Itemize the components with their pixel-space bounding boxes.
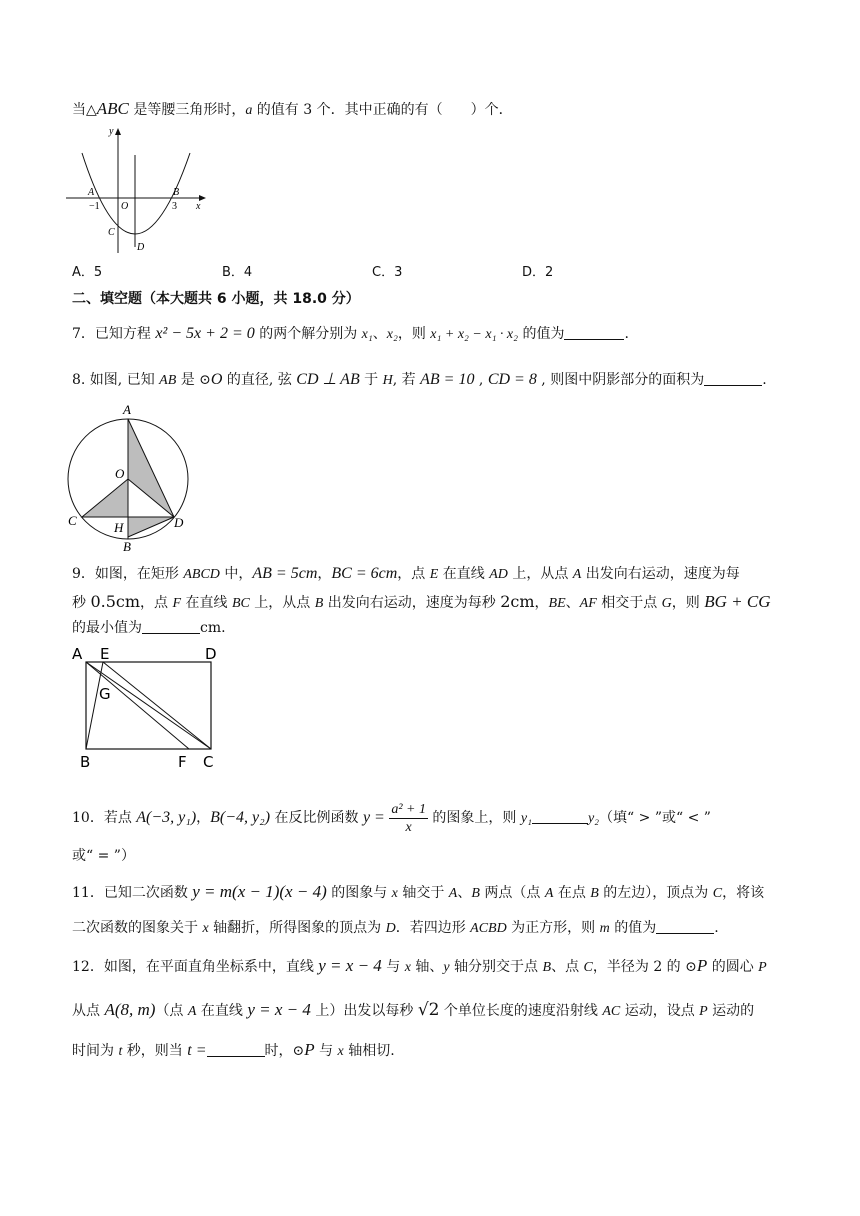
fig8-label-O: O	[115, 466, 125, 481]
q12-t: t	[118, 1044, 123, 1059]
fig8-label-D: D	[174, 515, 184, 530]
q9-text: 在直线	[438, 566, 490, 582]
q6-parabola-figure	[66, 125, 211, 255]
graph-label-y: y	[109, 126, 114, 137]
q9-bc: BC	[231, 596, 250, 611]
q12-A: A	[187, 1004, 197, 1019]
q9-text: 9．如图，在矩形	[72, 566, 184, 582]
q6-text: 是等腰三角形时，	[128, 102, 246, 118]
q7-text: 的值为	[518, 326, 565, 342]
q11-text: 为正方形，则	[506, 920, 600, 936]
q11-answer-blank	[656, 919, 714, 934]
q12-text: 时，⊙	[264, 1043, 305, 1059]
q6-text: 当△	[72, 102, 97, 118]
q11-text: 在点	[553, 885, 591, 901]
q9-v1: 0.5cm	[90, 592, 141, 611]
q9-text: 中，	[219, 566, 253, 582]
q12-t-eq: t =	[187, 1042, 207, 1059]
q10-point-b: B(−4, y₂)	[210, 809, 271, 826]
q7-text: 的两个解分别为	[254, 326, 362, 342]
q12-line-1	[72, 956, 767, 978]
q12-text: 个单位长度的速度沿射线	[439, 1003, 603, 1019]
q10-y: y =	[362, 809, 385, 826]
q7-expression: x₁ + x₂ − x₁ · x₂	[430, 327, 519, 342]
q11-line-1	[72, 882, 764, 904]
q11-A: A	[544, 886, 554, 901]
q11-text: ．若四边形	[395, 920, 471, 936]
q10-point-a: A(−3, y₁)	[136, 809, 197, 826]
q10-y1: y₁	[520, 811, 532, 826]
q8-circle-figure	[62, 400, 197, 555]
q8-line	[72, 370, 767, 391]
q11-acbd: ACBD	[470, 921, 507, 936]
q12-text: 12．如图，在平面直角坐标系中，直线	[72, 959, 319, 975]
q11-text: 的左边），顶点为	[598, 885, 713, 901]
q8-text: , 则图中阴影部分的面积为	[536, 372, 705, 388]
q11-line-2	[72, 918, 719, 939]
fig8-label-A: A	[123, 402, 131, 417]
q8-text: 是 ⊙	[176, 372, 211, 388]
q9-line-2	[72, 592, 770, 614]
q12-sqrt2: √2	[417, 1000, 440, 1020]
q7-answer-blank	[564, 325, 624, 340]
q6-text: 的值有 3 个．其中正确的有（ ）个．	[252, 102, 513, 118]
q12-P: P	[304, 1040, 315, 1059]
q12-P: P	[696, 956, 708, 975]
q8-o: O	[210, 371, 223, 388]
q8-text: 的直径, 弦	[222, 372, 297, 388]
q12-line-2	[72, 1000, 754, 1022]
q6-option-a: A．5	[72, 265, 103, 280]
q12-text: 与	[314, 1043, 338, 1059]
q8-text: 于	[359, 372, 383, 388]
q12-y: y	[443, 960, 450, 975]
q12-B: B	[542, 960, 552, 975]
graph-label-D: D	[137, 242, 145, 253]
q6-abc: ABC	[96, 99, 129, 118]
q11-m: m	[599, 921, 610, 936]
q9-text: ，则	[671, 595, 705, 611]
q9-text: ，	[534, 595, 549, 611]
q12-text: 轴、	[410, 959, 444, 975]
q9-text: 出发向右运动，速度为每	[581, 566, 740, 582]
q12-point-a: A(8, m)	[104, 1000, 156, 1019]
q10-text: 10．若点	[72, 810, 137, 826]
q8-cd8: CD = 8	[487, 371, 537, 388]
q9-text: 、	[565, 595, 580, 611]
q11-B: B	[590, 886, 599, 901]
q11-B: B	[471, 886, 480, 901]
q9-line-3	[72, 618, 226, 638]
q8-cd-perp-ab: CD ⊥ AB	[296, 371, 360, 388]
q8-ab10: AB = 10	[420, 371, 475, 388]
q12-text: 运动的	[707, 1003, 755, 1019]
fig9-label-A: A	[72, 645, 83, 663]
q11-text: 二次函数的图象关于	[72, 920, 203, 936]
q9-text: 秒	[72, 595, 91, 611]
q9-text: 上，从点	[249, 595, 315, 611]
q11-text: 两点（点	[479, 885, 545, 901]
q12-answer-blank	[207, 1042, 265, 1057]
q9-text: ，点	[397, 566, 430, 582]
q10-answer-blank	[532, 809, 588, 824]
q12-text: 运动，设点	[620, 1003, 700, 1019]
q6-a: a	[245, 103, 253, 118]
q8-text: , 若	[392, 372, 421, 388]
q10-text: （填“ > ”或“ < ”	[599, 810, 711, 826]
fig8-label-B: B	[123, 539, 131, 554]
q11-text: ，将该	[722, 885, 765, 901]
q12-line-3	[72, 1040, 395, 1062]
q9-ab5: AB = 5cm	[252, 565, 318, 582]
q12-text: 时间为	[72, 1043, 119, 1059]
q9-text: ，点	[140, 595, 173, 611]
q9-bc6: BC = 6cm	[331, 565, 398, 582]
q8-text: .	[762, 372, 767, 388]
q12-x: x	[337, 1044, 344, 1059]
q12-line-eq: y = x − 4	[318, 956, 382, 975]
q9-answer-blank	[142, 619, 200, 634]
q9-v2: 2cm	[500, 592, 535, 611]
q8-ab: AB	[159, 373, 177, 388]
section-2-title: 二、填空题（本大题共 6 小题，共 18.0 分）	[72, 291, 360, 307]
fig9-label-B: B	[80, 753, 91, 771]
fig8-label-C: C	[68, 513, 77, 528]
q9-rectangle-figure	[66, 642, 226, 772]
q6-option-b: B．4	[222, 265, 253, 280]
q9-text: 在直线	[181, 595, 232, 611]
q11-x: x	[202, 921, 209, 936]
q10-denominator: x	[405, 819, 412, 835]
q11-text: 的值为	[609, 920, 657, 936]
q9-text: cm.	[200, 620, 226, 636]
fig9-label-G: G	[99, 685, 111, 703]
fig9-label-E: E	[100, 645, 110, 663]
q6-option-d: D．2	[522, 265, 554, 280]
q9-af: AF	[579, 596, 597, 611]
q12-text: 轴相切.	[343, 1043, 395, 1059]
fig9-label-C: C	[203, 753, 214, 771]
q11-x: x	[391, 886, 398, 901]
fig8-label-H: H	[114, 520, 124, 535]
graph-label-x: x	[196, 201, 201, 212]
q10-numerator: a² + 1	[391, 801, 426, 817]
fig9-label-F: F	[178, 753, 187, 771]
q12-P: P	[699, 1004, 708, 1019]
q9-a: A	[572, 567, 582, 582]
q12-ac: AC	[602, 1004, 621, 1019]
q12-text: 秒，则当	[122, 1043, 188, 1059]
graph-label-O: O	[121, 201, 129, 212]
q7-x2: x₂	[386, 327, 398, 342]
q12-text: 与	[381, 959, 405, 975]
q7-text: ，则	[397, 326, 431, 342]
q9-text: 上，从点	[507, 566, 573, 582]
q7-x1: x₁	[361, 327, 373, 342]
q12-text: ，半径为 2 的 ⊙	[592, 959, 697, 975]
q9-abcd: ABCD	[183, 567, 220, 582]
graph-label-B: B	[173, 187, 180, 198]
q9-be: BE	[548, 596, 566, 611]
q9-text: 的最小值为	[72, 620, 142, 636]
q9-bg-plus-cg: BG + CG	[704, 592, 771, 611]
q11-A: A	[448, 886, 458, 901]
q8-answer-blank	[704, 371, 762, 386]
q11-function: y = m(x − 1)(x − 4)	[192, 882, 327, 901]
graph-label-3: 3	[172, 201, 177, 212]
q7-text: 7．已知方程	[72, 326, 156, 342]
q11-text: 11．已知二次函数	[72, 885, 193, 901]
q12-text: 、点	[551, 959, 584, 975]
q12-text: 从点	[72, 1003, 105, 1019]
q7-text: 、	[372, 326, 387, 342]
q9-f: F	[172, 596, 182, 611]
q8-h: H	[382, 373, 393, 388]
q6-option-c: C．3	[372, 265, 403, 280]
q7-equation: x² − 5x + 2 = 0	[155, 325, 255, 342]
graph-label-C: C	[108, 227, 115, 238]
q12-C: C	[583, 960, 593, 975]
q11-text: 、	[457, 885, 472, 901]
q10-y2: y₂	[587, 811, 600, 826]
q11-C: C	[712, 886, 723, 901]
graph-label-m1: −1	[89, 201, 100, 212]
q12-text: 轴分别交于点	[449, 959, 543, 975]
q10-line-2: 或“ = ”）	[72, 848, 135, 864]
q12-text: 在直线	[196, 1003, 248, 1019]
q8-text: ,	[474, 372, 488, 388]
q9-line-1	[72, 564, 740, 585]
q12-P: P	[758, 960, 767, 975]
q12-line-eq: y = x − 4	[247, 1000, 311, 1019]
q11-D: D	[385, 921, 396, 936]
fig9-label-D: D	[205, 645, 217, 663]
q10-text: 的图象上，则	[427, 810, 521, 826]
q10-fraction	[389, 801, 428, 836]
graph-label-A: A	[88, 187, 95, 198]
q11-text: 轴交于	[397, 885, 449, 901]
q9-ad: AD	[489, 567, 508, 582]
q9-text: ，	[317, 566, 332, 582]
q7-line	[72, 324, 629, 345]
q8-text: 8. 如图, 已知	[72, 372, 160, 388]
q9-g: G	[661, 596, 672, 611]
q9-text: 相交于点	[596, 595, 662, 611]
q9-text: 出发向右运动，速度为每秒	[323, 595, 501, 611]
q10-text: 在反比例函数	[270, 810, 363, 826]
q12-text: 的圆心	[707, 959, 759, 975]
q9-b: B	[314, 596, 324, 611]
q12-text: 上）出发以每秒	[310, 1003, 418, 1019]
q12-text: （点	[155, 1003, 188, 1019]
q7-text: .	[624, 326, 629, 342]
q9-e: E	[429, 567, 439, 582]
q11-text: 轴翻折，所得图象的顶点为	[208, 920, 386, 936]
q11-text: .	[714, 920, 719, 936]
q6-tail-line	[72, 99, 513, 121]
q12-x: x	[404, 960, 411, 975]
q11-text: 的图象与	[326, 885, 392, 901]
q10-line-1	[72, 800, 711, 840]
q10-text: ，	[196, 810, 211, 826]
